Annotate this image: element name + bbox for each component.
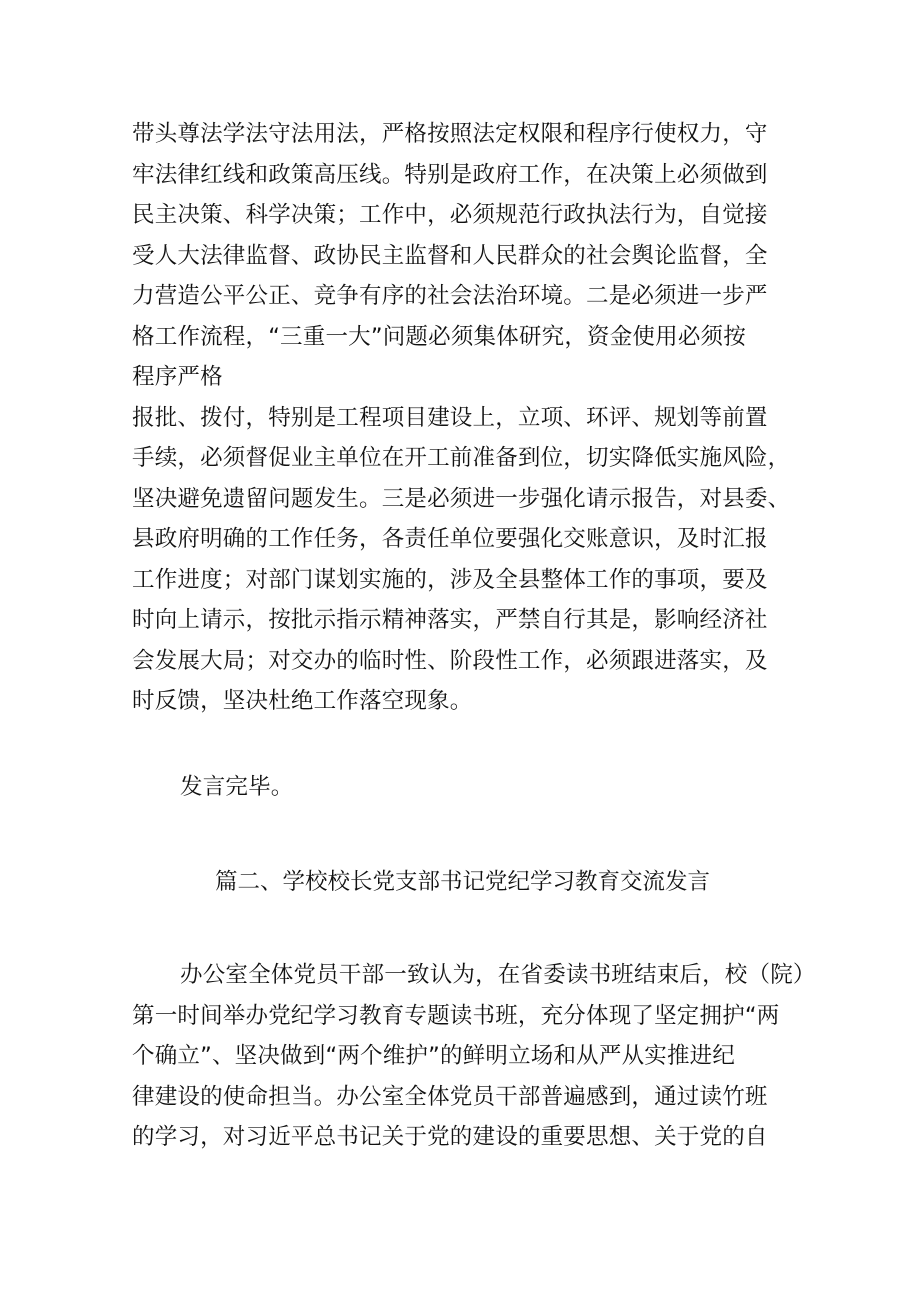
text-line: 手续，必须督促业主单位在开工前准备到位，切实降低实施风险，: [132, 445, 791, 471]
text-line: 报批、拨付，特别是工程项目建设上，立项、环评、规划等前置: [132, 404, 768, 431]
text-line: 会发展大局；对交办的临时性、阶段性工作，必须跟进落实，及: [132, 647, 768, 674]
text-line: 的学习，对习近平总书记关于党的建设的重要思想、关于党的自: [132, 1124, 768, 1150]
text-line: 办公室全体党员干部一致认为，在省委读书班结束后，校（院）: [180, 962, 816, 988]
text-line: 律建设的使命担当。办公室全体党员干部普遍感到，通过读竹班: [132, 1083, 768, 1110]
body-paragraph-1: [132, 114, 792, 722]
text-line: 坚决避免遗留问题发生。三是必须进一步强化请示报告，对县委、: [132, 485, 791, 512]
text-line: 个确立”、坚决做到“两个维护”的鲜明立场和从严从实推进纪: [132, 1043, 736, 1069]
section-title: 篇二、学校校长党支部书记党纪学习教育交流发言: [214, 869, 710, 895]
text-line: 时反馈，坚决杜绝工作落空现象。: [132, 688, 473, 714]
text-line: 工作进度；对部门谋划实施的，涉及全县整体工作的事项，要及: [132, 566, 768, 593]
text-line: 力营造公平公正、竞争有序的社会法治环境。二是必须进一步严: [132, 283, 768, 309]
text-line: 第一时间举办党纪学习教育专题读书班，充分体现了坚定拥护“两: [132, 1002, 780, 1029]
body-paragraph-2: [132, 955, 816, 1158]
text-line: 程序严格: [132, 364, 223, 390]
text-line: 民主决策、科学决策；工作中，必须规范行政执法行为，自觉接: [132, 202, 768, 228]
text-line: 牢法律红线和政策高压线。特别是政府工作，在决策上必须做到: [132, 161, 768, 188]
text-line: 带头尊法学法守法用法，严格按照法定权限和程序行使权力，守: [132, 121, 768, 147]
closing-text: 发言完毕。: [180, 774, 294, 800]
text-line: 时向上请示，按批示指示精神落实，严禁自行其是，影响经济社: [132, 607, 768, 633]
text-line: 受人大法律监督、政协民主监督和人民群众的社会舆论监督，全: [132, 242, 768, 269]
closing-paragraph: [132, 767, 792, 808]
text-line: 格工作流程，“三重一大”问题必须集体研究，资金使用必须按: [132, 323, 746, 350]
text-line: 县政府明确的工作任务，各责任单位要强化交账意识，及时汇报: [132, 526, 768, 552]
